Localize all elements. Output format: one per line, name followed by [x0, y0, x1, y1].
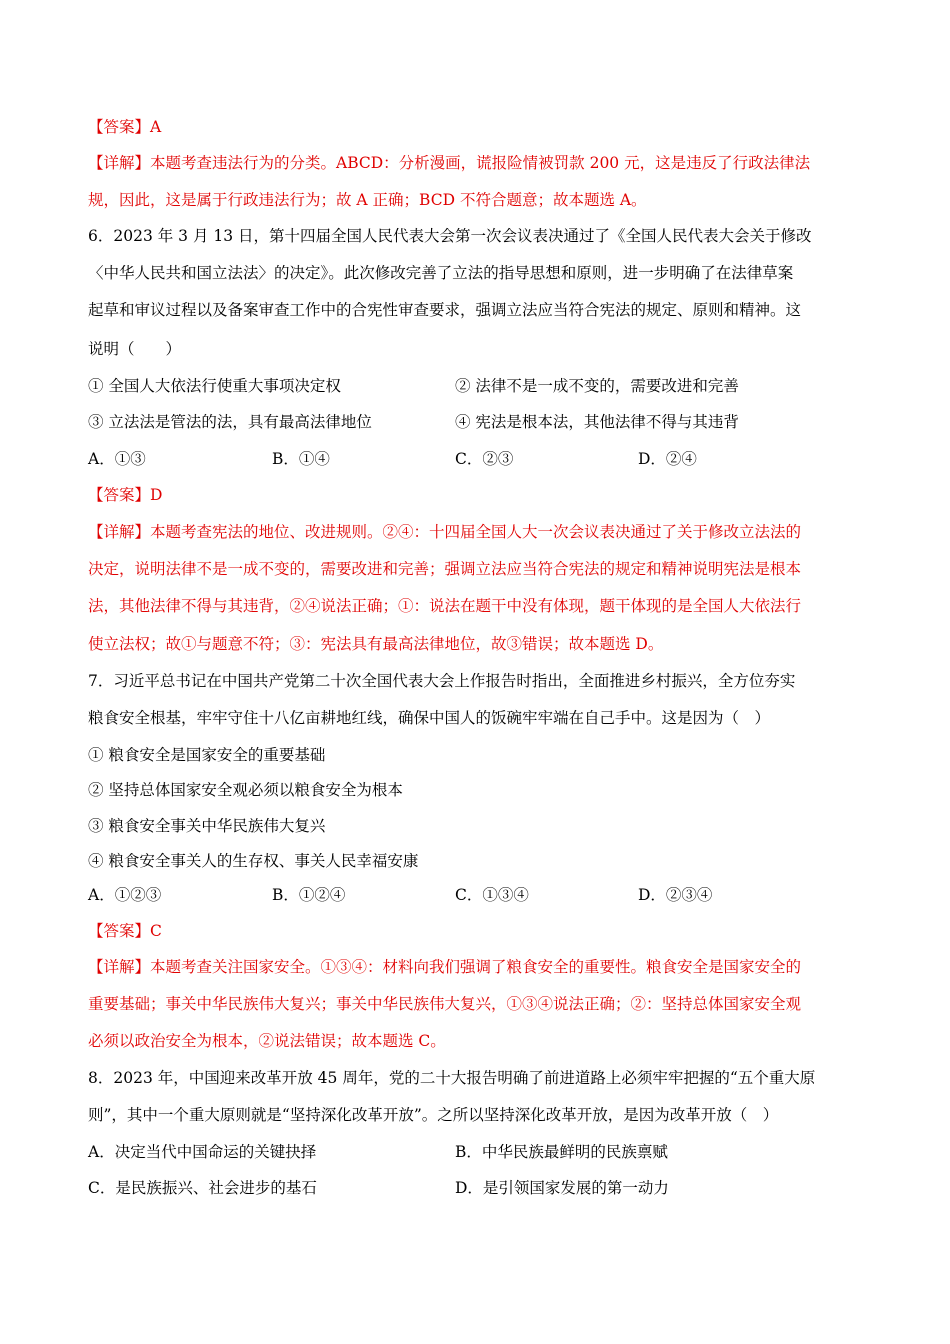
q6-stem-line: 6．2023 年 3 月 13 日，第十四届全国人民代表大会第一次会议表决通过了《全国人民代表大会关于修改 [88, 227, 812, 245]
q7-stem-line: 粮食安全根基，牢牢守住十八亿亩耕地红线，确保中国人的饭碗牢牢端在自己手中。这是因为（ ） [88, 709, 771, 727]
q7-statement-3: ③ 粮食安全事关中华民族伟大复兴 [88, 817, 326, 835]
q6-answer: 【答案】D [88, 486, 163, 504]
q6-statement-2: ② 法律不是一成不变的，需要改进和完善 [455, 377, 739, 395]
q6-detail-line: 【详解】本题考查宪法的地位、改进规则。②④：十四届全国人大一次会议表决通过了关于修改立法法的 [88, 523, 802, 541]
q8-stem-line: 则”，其中一个重大原则就是“坚持深化改革开放”。之所以坚持深化改革开放，是因为改革开放（ ） [88, 1106, 779, 1124]
q6-detail-line: 法，其他法律不得与其违背，②④说法正确；①：说法在题干中没有体现，题干体现的是全国人大依法行 [88, 597, 802, 615]
q8-option-a: A．决定当代中国命运的关键抉择 [88, 1143, 317, 1161]
q8-option-c: C．是民族振兴、社会进步的基石 [88, 1179, 317, 1197]
q7-option-b: B．①②④ [272, 886, 346, 904]
q7-option-a: A．①②③ [88, 886, 162, 904]
q6-statement-1: ① 全国人大依法行使重大事项决定权 [88, 377, 341, 395]
q5-answer: 【答案】A [88, 118, 162, 136]
q7-statement-2: ② 坚持总体国家安全观必须以粮食安全为根本 [88, 781, 403, 799]
q7-stem-line: 7．习近平总书记在中国共产党第二十次全国代表大会上作报告时指出，全面推进乡村振兴，全方位夯实 [88, 672, 796, 690]
q5-detail-line: 【详解】本题考查违法行为的分类。ABCD：分析漫画，谎报险情被罚款 200 元，这是违反了行政法律法 [88, 154, 811, 172]
q8-option-b: B．中华民族最鲜明的民族禀赋 [455, 1143, 668, 1161]
q6-option-c: C．②③ [455, 450, 514, 468]
q7-detail-line: 重要基础；事关中华民族伟大复兴；事关中华民族伟大复兴，①③④说法正确；②：坚持总体国家安全观 [88, 995, 802, 1013]
q6-statement-3: ③ 立法法是管法的法，具有最高法律地位 [88, 413, 372, 431]
q6-stem-line: 起草和审议过程以及备案审查工作中的合宪性审查要求，强调立法应当符合宪法的规定、原则和精神。这 [88, 301, 802, 319]
q6-detail-line: 决定，说明法律不是一成不变的，需要改进和完善；强调立法应当符合宪法的规定和精神说明宪法是根本 [88, 560, 802, 578]
q6-detail-line: 使立法权；故①与题意不符；③：宪法具有最高法律地位，故③错误；故本题选 D。 [88, 635, 664, 653]
q6-option-b: B．①④ [272, 450, 330, 468]
q8-option-d: D．是引领国家发展的第一动力 [455, 1179, 669, 1197]
q6-stem-line: 说明（ ） [88, 340, 182, 358]
q7-detail-line: 【详解】本题考查关注国家安全。①③④：材料向我们强调了粮食安全的重要性。粮食安全是国家安全的 [88, 958, 802, 976]
q6-statement-4: ④ 宪法是根本法，其他法律不得与其违背 [455, 413, 739, 431]
q6-option-d: D．②④ [638, 450, 697, 468]
q8-stem-line: 8．2023 年，中国迎来改革开放 45 周年，党的二十大报告明确了前进道路上必须牢牢把握的“五个重大原 [88, 1069, 816, 1087]
q7-detail-line: 必须以政治安全为根本，②说法错误；故本题选 C。 [88, 1032, 446, 1050]
q6-stem-line: 〈中华人民共和国立法法〉的决定》。此次修改完善了立法的指导思想和原则，进一步明确了在法律草案 [88, 264, 794, 282]
q7-statement-4: ④ 粮食安全事关人的生存权、事关人民幸福安康 [88, 852, 419, 870]
q7-option-d: D．②③④ [638, 886, 713, 904]
q7-answer: 【答案】C [88, 922, 162, 940]
q7-statement-1: ① 粮食安全是国家安全的重要基础 [88, 746, 326, 764]
q7-option-c: C．①③④ [455, 886, 529, 904]
q5-detail-line: 规，因此，这是属于行政违法行为；故 A 正确；BCD 不符合题意；故本题选 A。 [88, 191, 647, 209]
q6-option-a: A．①③ [88, 450, 146, 468]
